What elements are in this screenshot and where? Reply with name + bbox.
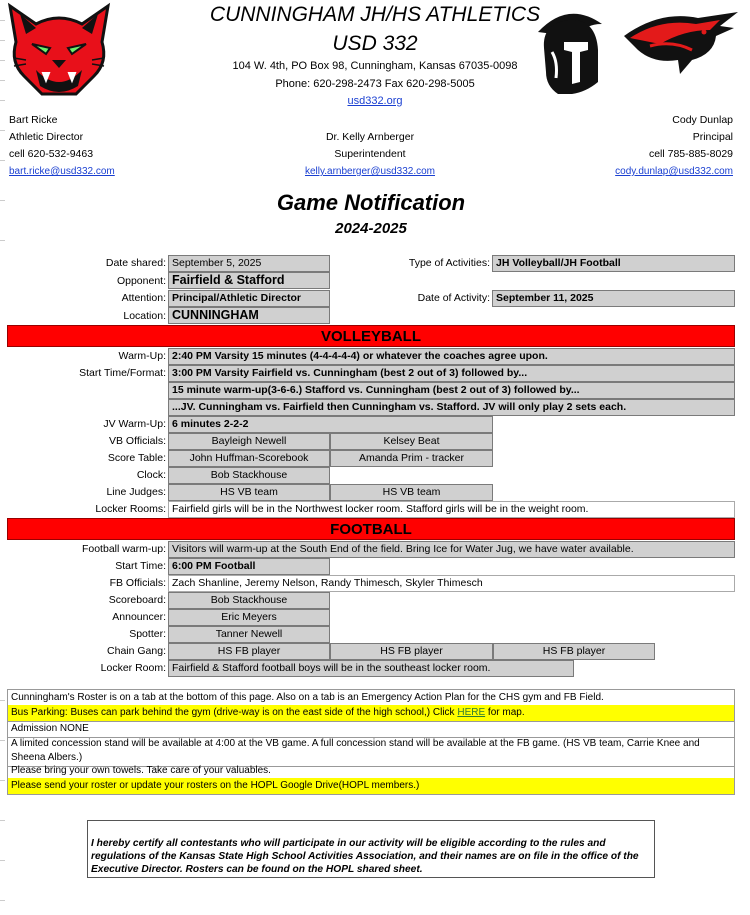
line-judge-2: HS VB team — [330, 484, 493, 501]
fb-warmup-value: Visitors will warm-up at the South End of the field. Bring Ice for Water Jug, we have water available. — [168, 541, 735, 558]
vb-locker-label: Locker Rooms: — [95, 503, 166, 515]
note-towels: Please bring your own towels. Take care of your valuables. — [7, 763, 735, 780]
activity-date-label: Date of Activity: — [417, 292, 490, 304]
vb-warmup-value: 2:40 PM Varsity 15 minutes (4-4-4-4-4) or whatever the coaches agree upon. — [168, 348, 735, 365]
parking-map-link[interactable]: HERE — [457, 707, 486, 718]
opponent-value: Fairfield & Stafford — [168, 272, 330, 289]
scoreboard-value: Bob Stackhouse — [168, 592, 330, 609]
jv-warmup-label: JV Warm-Up: — [103, 418, 166, 430]
contact-name: Cody Dunlap — [672, 114, 733, 126]
contact-name: Dr. Kelly Arnberger — [325, 131, 415, 143]
score-table-2: Amanda Prim - tracker — [330, 450, 493, 467]
contact-superintendent — [270, 129, 470, 180]
school-year: 2024-2025 — [335, 220, 407, 237]
contact-athletic-director — [9, 112, 115, 180]
vb-official-2: Kelsey Beat — [330, 433, 493, 450]
note-parking: Bus Parking: Buses can park behind the gym (drive-way is on the east side of the high school,) Click HERE for map. — [7, 705, 735, 722]
email-link[interactable]: cody.dunlap@usd332.com — [615, 166, 733, 177]
fb-officials-label: FB Officials: — [109, 577, 166, 589]
contact-title: Athletic Director — [9, 131, 84, 143]
contact-phone: cell 620-532-9463 — [9, 148, 94, 160]
note-admission: Admission NONE — [7, 721, 735, 738]
vb-start-line-3: ...JV. Cunningham vs. Fairfield then Cunningham vs. Stafford. JV will only play 2 sets each. — [168, 399, 735, 416]
chain-gang-3: HS FB player — [493, 643, 655, 660]
spotter-value: Tanner Newell — [168, 626, 330, 643]
activity-type-value: JH Volleyball/JH Football — [492, 255, 735, 272]
chain-gang-1: HS FB player — [168, 643, 330, 660]
scoreboard-label: Scoreboard: — [108, 594, 166, 606]
school-phone: Phone: 620-298-2473 Fax 620-298-5005 — [275, 78, 475, 90]
email-link[interactable]: bart.ricke@usd332.com — [9, 166, 115, 177]
vb-official-1: Bayleigh Newell — [168, 433, 330, 450]
page-title: Game Notification — [276, 190, 466, 215]
score-table-label: Score Table: — [107, 452, 166, 464]
fb-start-label: Start Time: — [115, 560, 166, 572]
line-judge-1: HS VB team — [168, 484, 330, 501]
fb-start-value: 6:00 PM Football — [168, 558, 330, 575]
note-concession: A limited concession stand will be available at 4:00 at the VB game. A full concession stand will be available at the FB game. (HS VB team, Carrie Knee and Sheena Albers.) — [7, 736, 735, 767]
district-title: USD 332 — [332, 32, 418, 55]
vb-start-line-2: 15 minute warm-up(3-6-6.) Stafford vs. Cunningham (best 2 out of 3) followed by... — [168, 382, 735, 399]
chain-gang-label: Chain Gang: — [107, 645, 166, 657]
attention-value: Principal/Athletic Director — [168, 290, 330, 307]
announcer-value: Eric Meyers — [168, 609, 330, 626]
fb-officials-value: Zach Shanline, Jeremy Nelson, Randy Thimesch, Skyler Thimesch — [168, 575, 735, 592]
school-title: CUNNINGHAM JH/HS ATHLETICS — [209, 3, 541, 26]
spotter-label: Spotter: — [129, 628, 166, 640]
date-shared-value: September 5, 2025 — [168, 255, 330, 272]
note-roster: Cunningham's Roster is on a tab at the bottom of this page. Also on a tab is an Emergency Action Plan for the CHS gym and FB Field. — [7, 689, 735, 707]
vb-locker-value: Fairfield girls will be in the Northwest locker room. Stafford girls will be in the weight room. — [168, 501, 735, 518]
fb-locker-value: Fairfield & Stafford football boys will be in the southeast locker room. — [168, 660, 574, 677]
volleyball-section-header: VOLLEYBALL — [7, 325, 735, 347]
jv-warmup-value: 6 minutes 2-2-2 — [168, 416, 493, 433]
announcer-label: Announcer: — [112, 611, 166, 623]
activity-type-label: Type of Activities: — [408, 257, 490, 269]
contact-name: Bart Ricke — [9, 114, 58, 126]
opponent-label: Opponent: — [116, 275, 166, 287]
football-section-header: FOOTBALL — [7, 518, 735, 540]
website-link[interactable]: usd332.org — [347, 95, 403, 107]
chain-gang-2: HS FB player — [330, 643, 493, 660]
date-shared-label: Date shared: — [105, 257, 166, 269]
clock-label: Clock: — [136, 469, 166, 481]
email-link[interactable]: kelly.arnberger@usd332.com — [304, 166, 436, 177]
clock-value: Bob Stackhouse — [168, 467, 330, 484]
contact-title: Principal — [692, 131, 733, 143]
fb-warmup-label: Football warm-up: — [81, 543, 166, 555]
activity-date-value: September 11, 2025 — [492, 290, 735, 307]
vb-start-line-1: 3:00 PM Varsity Fairfield vs. Cunningham (best 2 out of 3) followed by... — [168, 365, 735, 382]
contact-title: Superintendent — [334, 148, 406, 160]
vb-warmup-label: Warm-Up: — [118, 350, 166, 362]
vb-start-label: Start Time/Format: — [79, 367, 166, 379]
note-hopl: Please send your roster or update your rosters on the HOPL Google Drive(HOPL members.) — [7, 778, 735, 795]
contact-phone: cell 785-885-8029 — [648, 148, 733, 160]
certification-statement: I hereby certify all contestants who will participate in our activity will be eligible according to the rules and regulations of the Kansas State High School Activities Association, and their names are on file in the office of the Executive Director. Rosters can be found on the HOPL shared sheet. — [87, 820, 655, 878]
school-address: 104 W. 4th, PO Box 98, Cunningham, Kansas 67035-0098 — [232, 60, 518, 72]
score-table-1: John Huffman-Scorebook — [168, 450, 330, 467]
contact-principal — [615, 112, 733, 180]
attention-label: Attention: — [121, 292, 166, 304]
location-value: CUNNINGHAM — [168, 307, 330, 324]
location-label: Location: — [123, 310, 166, 322]
line-judges-label: Line Judges: — [106, 486, 166, 498]
fb-locker-label: Locker Room: — [100, 662, 166, 674]
vb-officials-label: VB Officials: — [109, 435, 166, 447]
